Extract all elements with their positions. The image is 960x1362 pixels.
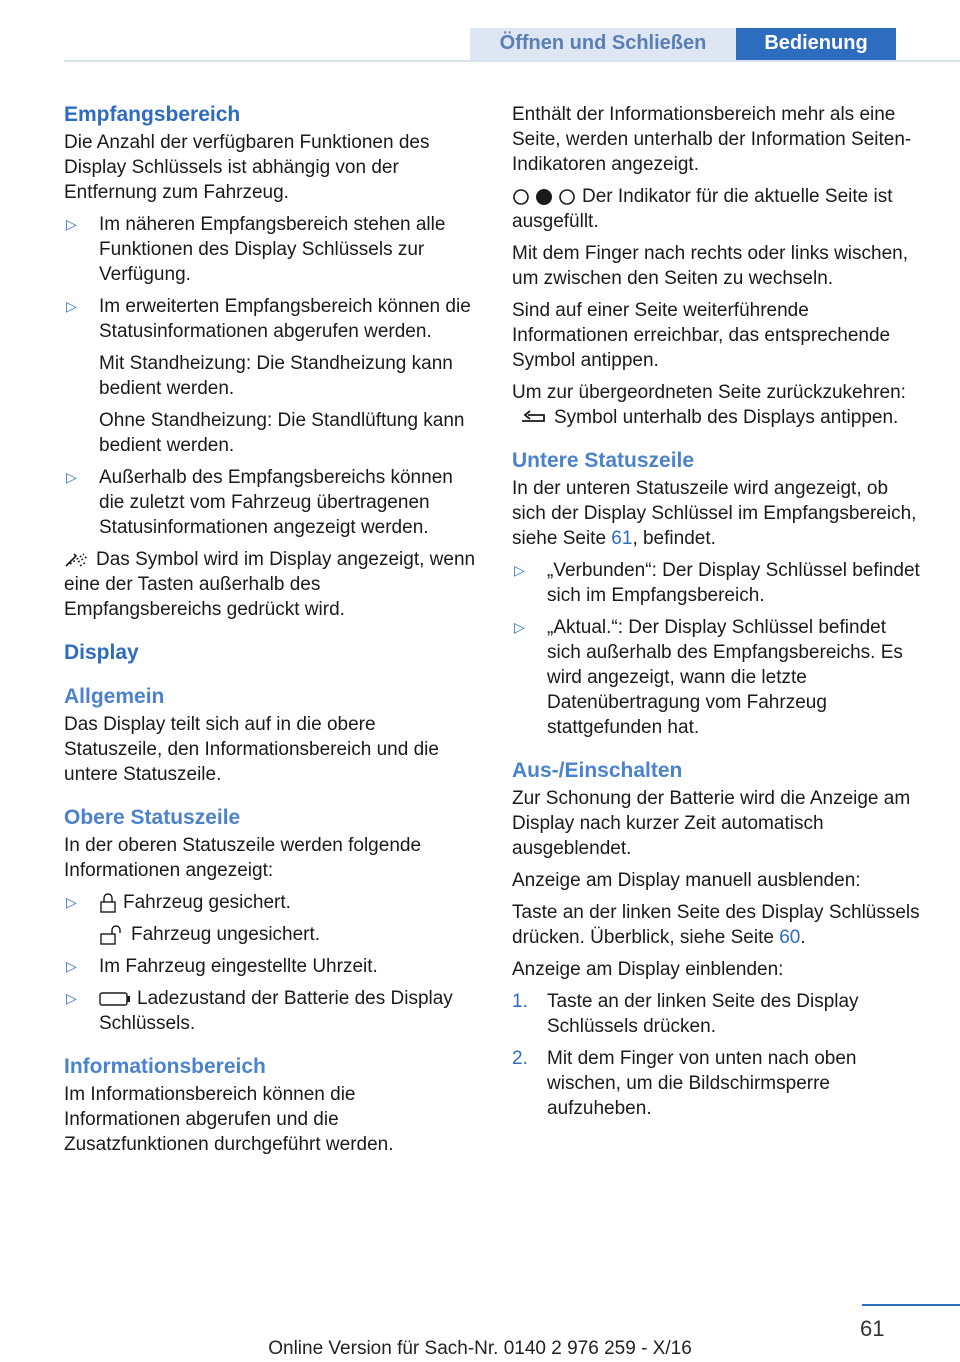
back-text: Um zur übergeordneten Seite zurückzukehren: Symbol unterhalb des Displays antippen. [512, 382, 906, 428]
out-of-range-note: Das Symbol wird im Display angezeigt, wenn eine der Tasten außerhalb des Empfangsbereichs gedrückt wird. [64, 549, 476, 620]
list-item: ▷ Fahrzeug gesichert. Fahrzeug ungesichert. [64, 890, 476, 947]
footer-text: Online Version für Sach-Nr. 0140 2 976 259 - X/16 [268, 1338, 692, 1359]
page-number: 61 [860, 1316, 885, 1341]
sub-paragraph: Fahrzeug ungesichert. [99, 922, 476, 947]
step-number: 2. [512, 1048, 528, 1069]
triangle-bullet-icon: ▷ [66, 216, 77, 232]
heading-informationsbereich: Informationsbereich [64, 1055, 266, 1078]
triangle-bullet-icon: ▷ [66, 298, 77, 314]
heading-display: Display [64, 641, 139, 664]
triangle-bullet-icon: ▷ [514, 562, 525, 578]
heading-allgemein: Allgemein [64, 685, 165, 708]
battery-icon [99, 992, 131, 1006]
untere-text: In der unteren Statuszeile wird angezeigt, ob sich der Display Schlüssel im Empfangsbereich, siehe Seite 61, befindet. [512, 478, 917, 549]
aus-manual: Anzeige am Display manuell ausblenden: [512, 870, 861, 891]
sub-paragraph: Ohne Standheizung: Die Standlüftung kann bedient werden. [99, 410, 465, 456]
swipe-text: Mit dem Finger nach rechts oder links wischen, um zwischen den Seiten zu wechseln. [512, 243, 908, 289]
aus-taste: Taste an der linken Seite des Display Schlüssels drücken. Überblick, siehe Seite 60. [512, 902, 920, 948]
heading-aus-einschalten: Aus-/Einschalten [512, 759, 683, 782]
list-item: 1. Taste an der linken Seite des Display Schlüssels drücken. [512, 991, 859, 1037]
list-item: ▷ Im näheren Empfangsbereich stehen alle Funktionen des Display Schlüssels zur Verfügung. [66, 214, 446, 285]
header-chapter-tab[interactable]: Bedienung [736, 28, 896, 60]
lock-closed-icon [99, 893, 117, 913]
heading-obere-statuszeile: Obere Statuszeile [64, 806, 241, 829]
symbol-text: Sind auf einer Seite weiterführende Informationen erreichbar, das entsprechende Symbol antippen. [512, 300, 891, 371]
list-item: ▷ Im erweiterten Empfangsbereich können die Statusinformationen abgerufen werden. Mit Standheizung: Die Standheizung kann bedient werden. Ohne Standheizung: Die Standlüftung kann bedient werden. [64, 294, 476, 458]
triangle-bullet-icon: ▷ [66, 894, 77, 910]
untere-list [512, 558, 924, 740]
list-item: ▷ Außerhalb des Empfangsbereichs können die zuletzt vom Fahrzeug übertragenen Statusinformationen angezeigt werden. [66, 467, 453, 538]
page-link-60[interactable]: 60 [779, 927, 801, 948]
empfang-intro: Die Anzahl der verfügbaren Funktionen des Display Schlüssels ist abhängig von der Entfernung zum Fahrzeug. [64, 132, 430, 203]
triangle-bullet-icon: ▷ [66, 469, 77, 485]
sub-paragraph: Mit Standheizung: Die Standheizung kann bedient werden. [99, 353, 453, 399]
indicator-text: Der Indikator für die aktuelle Seite ist ausgefüllt. [512, 186, 893, 232]
list-item: ▷ Im Fahrzeug eingestellte Uhrzeit. [66, 956, 378, 977]
right-column [512, 102, 924, 1128]
triangle-bullet-icon: ▷ [66, 958, 77, 974]
list-item: ▷ „Verbunden“: Der Display Schlüssel befindet sich im Empfangsbereich. [514, 560, 920, 606]
allgemein-text: Das Display teilt sich auf in die obere Statuszeile, den Informationsbereich und die untere Statuszeile. [64, 714, 439, 785]
aus-text: Zur Schonung der Batterie wird die Anzeige am Display nach kurzer Zeit automatisch ausgeblendet. [512, 788, 911, 859]
out-of-range-icon [64, 552, 90, 568]
list-item: ▷ Ladezustand der Batterie des Display Schlüssels. [66, 988, 453, 1034]
step-number: 1. [512, 991, 528, 1012]
list-item: ▷ „Aktual.“: Der Display Schlüssel befindet sich außerhalb des Empfangsbereichs. Es wird angezeigt, wann die letzte Datenübertragung vom Fahrzeug stattgefunden hat. [514, 617, 903, 738]
triangle-bullet-icon: ▷ [66, 990, 77, 1006]
ein-title: Anzeige am Display einblenden: [512, 959, 784, 980]
triangle-bullet-icon: ▷ [514, 619, 525, 635]
heading-untere-statuszeile: Untere Statuszeile [512, 449, 695, 472]
page-indicator-icon [512, 188, 576, 206]
footer-rule [862, 1304, 960, 1306]
obere-text: In der oberen Statuszeile werden folgende Informationen angezeigt: [64, 835, 422, 881]
pages-text: Enthält der Informationsbereich mehr als eine Seite, werden unterhalb der Information Seiten-Indikatoren angezeigt. [512, 104, 912, 175]
lock-open-icon [99, 925, 125, 945]
obere-list [64, 890, 476, 1036]
steps-list [512, 989, 924, 1121]
info-text: Im Informationsbereich können die Informationen abgerufen und die Zusatzfunktionen durchgeführt werden. [64, 1084, 394, 1155]
empfang-list [64, 212, 476, 540]
list-item: 2. Mit dem Finger von unten nach oben wischen, um die Bildschirmsperre aufzuheben. [512, 1048, 857, 1119]
back-arrow-icon [518, 409, 548, 427]
left-column [64, 102, 476, 1164]
header-section-tab[interactable]: Öffnen und Schließen [470, 28, 736, 60]
page-link-61[interactable]: 61 [611, 528, 633, 549]
header-rule [64, 60, 960, 62]
heading-empfangsbereich: Empfangsbereich [64, 103, 241, 126]
